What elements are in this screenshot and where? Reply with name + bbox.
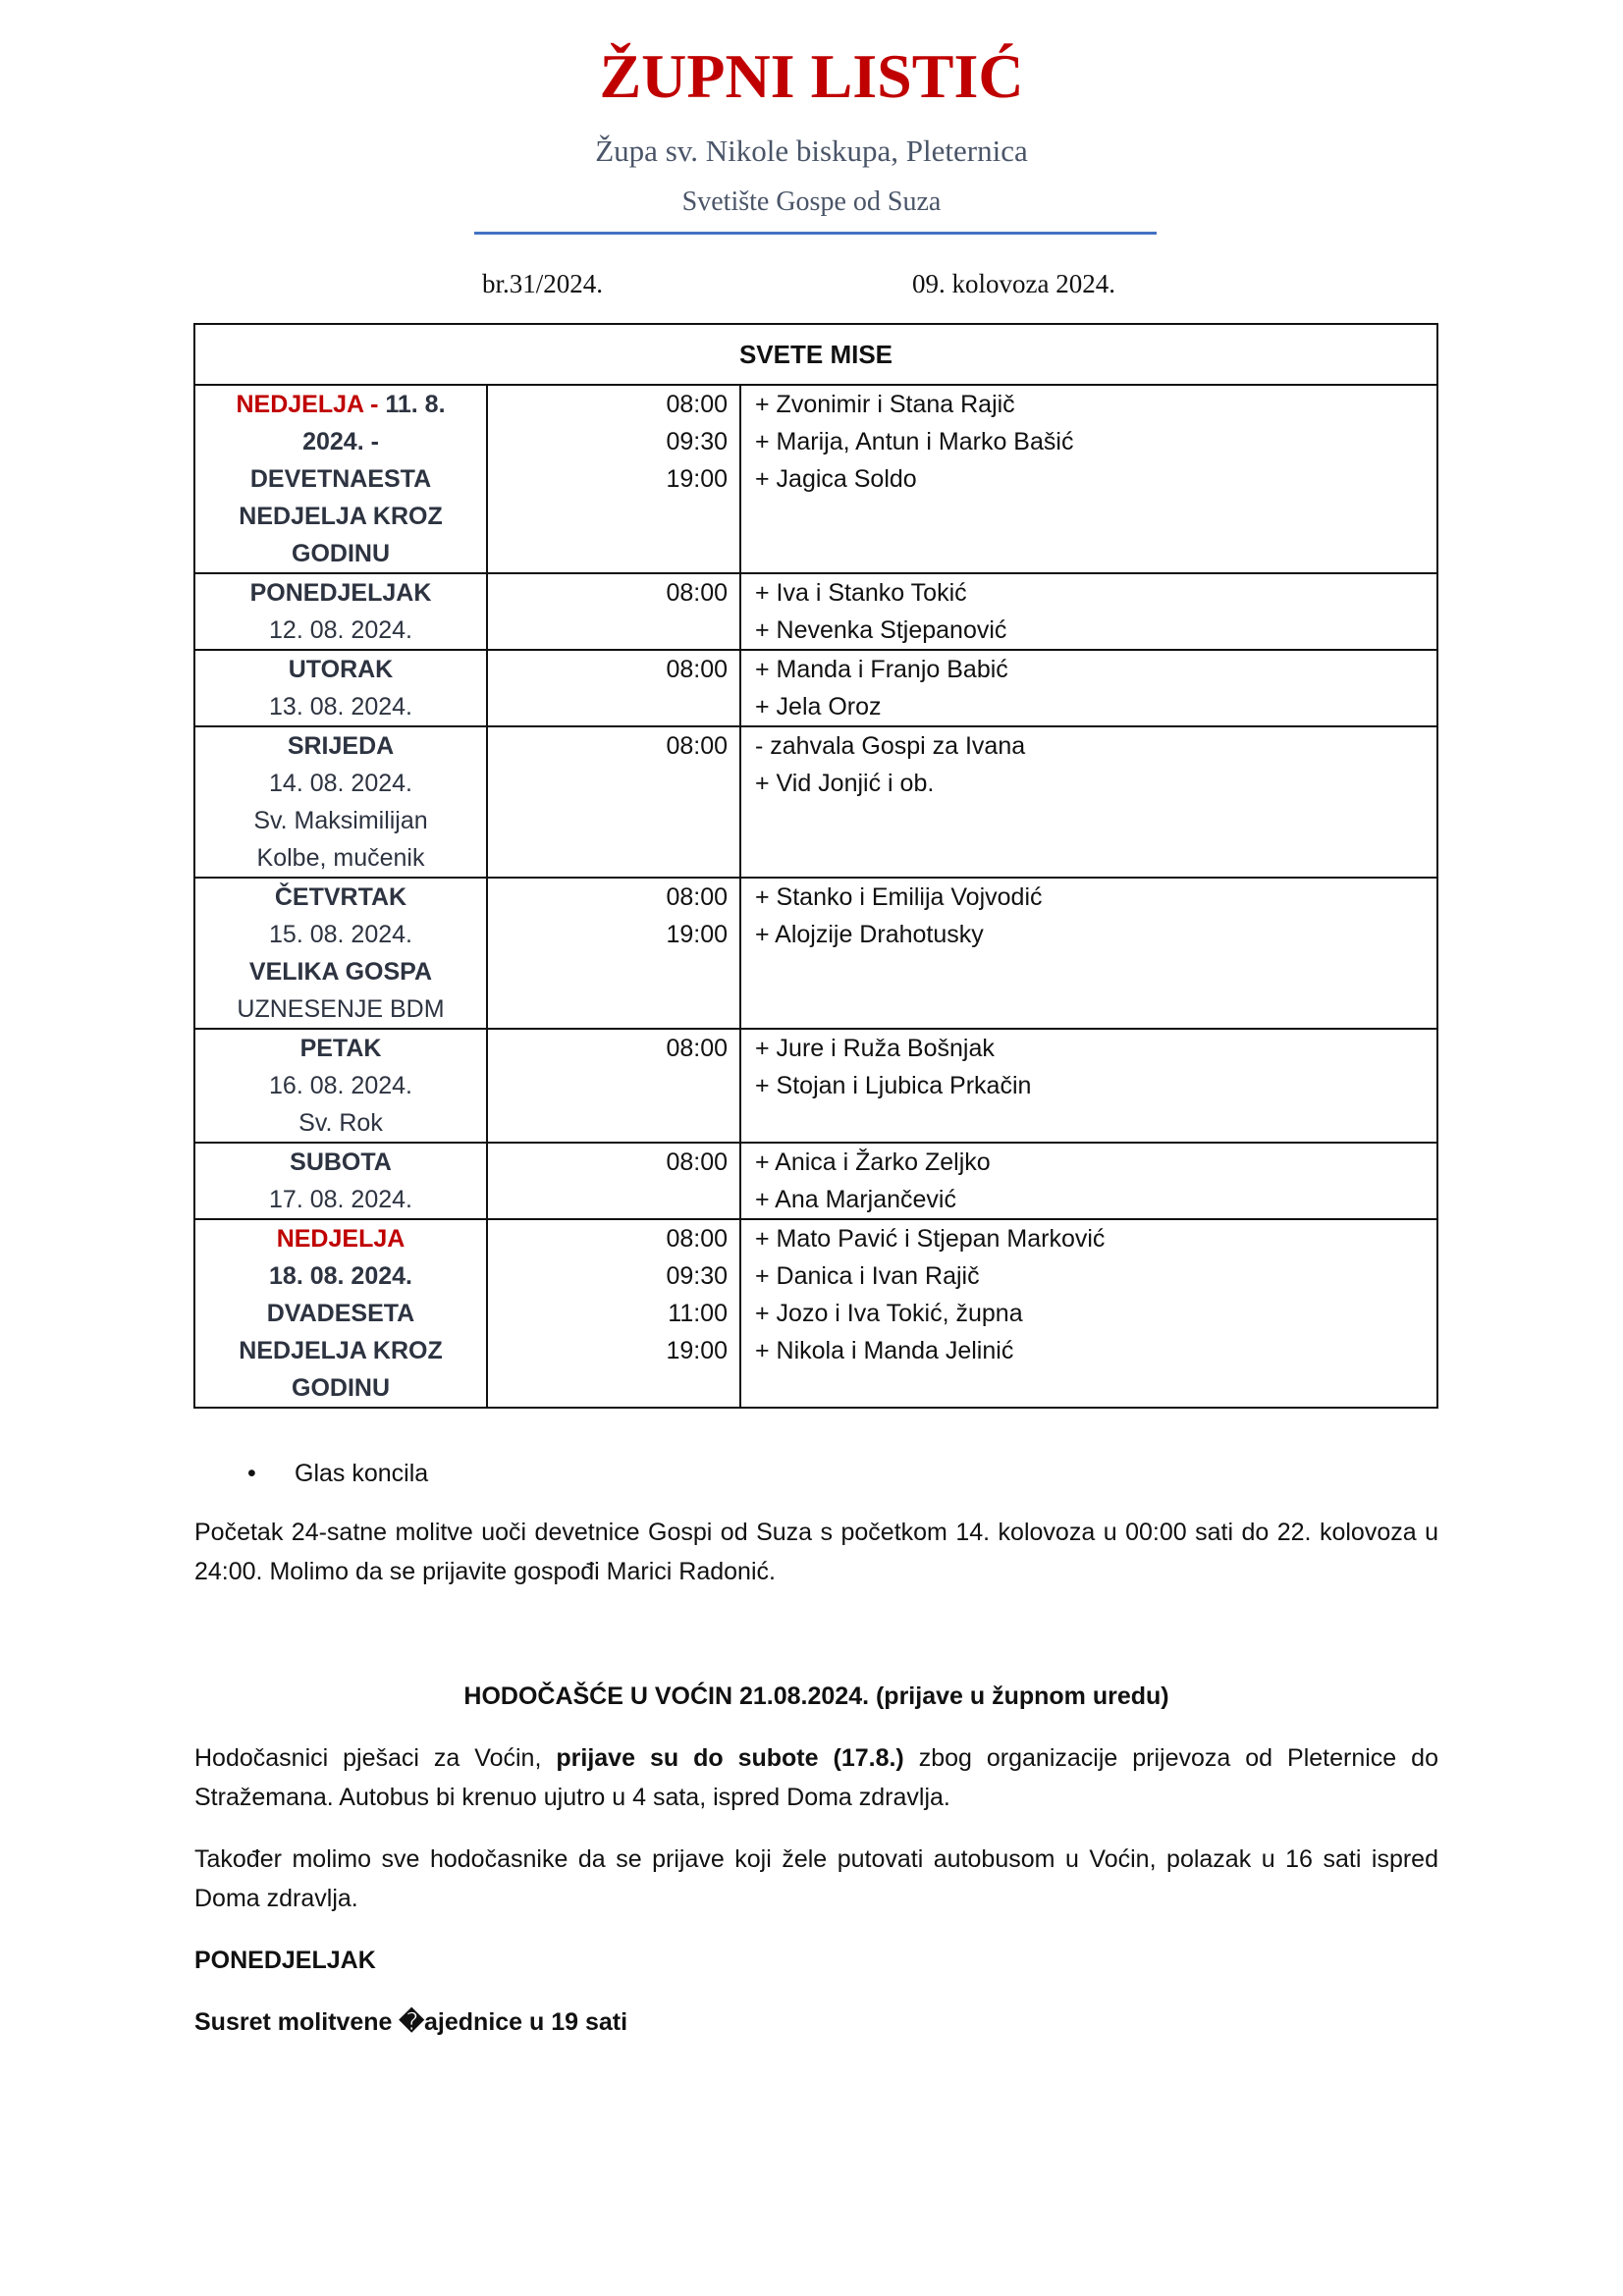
mass-intention: + Alojzije Drahotusky — [755, 921, 984, 948]
day-line — [195, 688, 486, 725]
day-text: GODINU — [292, 1374, 390, 1402]
bulletin-title: ŽUPNI LISTIĆ — [599, 41, 1024, 111]
mass-time: 08:00 — [666, 391, 728, 418]
day-line — [195, 916, 486, 953]
day-line — [195, 574, 486, 612]
day-line — [195, 1104, 486, 1142]
day-text: 2024. - — [302, 428, 379, 455]
day-text: NEDJELJA KROZ — [239, 1337, 443, 1364]
mass-intention: + Vid Jonjić i ob. — [755, 770, 935, 797]
day-text: 18. 08. 2024. — [269, 1262, 412, 1290]
day-text: NEDJELJA KROZ — [239, 503, 443, 530]
day-line — [195, 612, 486, 649]
mass-time: 19:00 — [666, 1337, 728, 1364]
day-text: VELIKA GOSPA — [248, 958, 433, 986]
day-line — [195, 535, 486, 572]
day-line — [195, 990, 486, 1028]
day-text: 11. 8. — [378, 391, 446, 418]
day-line — [195, 1220, 486, 1257]
day-line — [195, 423, 486, 460]
day-line — [195, 1257, 486, 1295]
day-text: Sv. Rok — [298, 1109, 383, 1137]
day-text: 12. 08. 2024. — [269, 616, 412, 644]
mass-row — [194, 878, 1437, 1029]
mass-day-cell — [194, 650, 487, 726]
mass-intention: + Stojan i Ljubica Prkačin — [755, 1072, 1032, 1099]
bullet-list-item — [247, 1454, 1491, 1493]
mass-day-cell — [194, 726, 487, 878]
mass-time: 08:00 — [666, 732, 728, 760]
mass-row — [194, 650, 1437, 726]
mass-time: 09:30 — [666, 1262, 728, 1290]
mass-intention-cell — [740, 573, 1437, 650]
monday-heading: PONEDJELJAK — [194, 1947, 376, 1974]
mass-table-body — [194, 385, 1437, 1408]
day-text: NEDJELJA — [276, 1225, 406, 1253]
mass-intention: + Jure i Ruža Bošnjak — [755, 1035, 995, 1062]
mass-intention: + Iva i Stanko Tokić — [755, 579, 967, 607]
pilgrimage-p1-text: Hodočasnici pješaci za Voćin, — [194, 1744, 557, 1772]
day-text: SRIJEDA — [287, 732, 395, 760]
day-line — [195, 1030, 486, 1067]
mass-time-cell — [487, 650, 740, 726]
mass-time: 08:00 — [666, 883, 728, 911]
day-text: UZNESENJE BDM — [237, 995, 445, 1023]
day-text: 17. 08. 2024. — [269, 1186, 412, 1213]
day-text: GODINU — [292, 540, 390, 567]
day-text: 16. 08. 2024. — [269, 1072, 412, 1099]
mass-row — [194, 385, 1437, 573]
mass-intention: + Nikola i Manda Jelinić — [755, 1337, 1014, 1364]
mass-intention-cell — [740, 385, 1437, 573]
day-line — [195, 460, 486, 498]
day-line — [195, 1181, 486, 1218]
day-line — [195, 1369, 486, 1407]
mass-schedule-table — [193, 323, 1438, 1409]
mass-intention-cell — [740, 878, 1437, 1029]
parish-name: Župa sv. Nikole biskupa, Pleternica — [595, 133, 1028, 168]
issue-date: 09. kolovoza 2024. — [912, 269, 1115, 298]
mass-time-cell — [487, 385, 740, 573]
mass-row — [194, 573, 1437, 650]
mass-intention-cell — [740, 726, 1437, 878]
mass-time: 08:00 — [666, 656, 728, 683]
issue-number: br.31/2024. — [482, 269, 604, 298]
mass-time-cell — [487, 1143, 740, 1219]
mass-day-cell — [194, 385, 487, 573]
pilgrimage-heading: HODOČAŠĆE U VOĆIN 21.08.2024. (prijave u župnom uredu) — [463, 1682, 1169, 1710]
mass-intention: - zahvala Gospi za Ivana — [755, 732, 1026, 760]
day-text: DEVETNAESTA — [249, 465, 432, 493]
mass-intention-cell — [740, 650, 1437, 726]
day-text: 15. 08. 2024. — [269, 921, 412, 948]
mass-time-cell — [487, 878, 740, 1029]
mass-day-cell — [194, 1219, 487, 1408]
day-text: Sv. Maksimilijan — [253, 807, 428, 834]
bullet-icon: • — [247, 1460, 256, 1487]
mass-intention: + Jagica Soldo — [755, 465, 917, 493]
mass-row — [194, 1029, 1437, 1143]
day-line — [195, 765, 486, 802]
monday-event: Susret molitvene �ajednice u 19 sati — [194, 2008, 628, 2036]
mass-day-cell — [194, 878, 487, 1029]
mass-intention: + Stanko i Emilija Vojvodić — [755, 883, 1043, 911]
mass-intention: + Ana Marjančević — [755, 1186, 956, 1213]
mass-intention-cell — [740, 1219, 1437, 1408]
mass-intention: + Mato Pavić i Stjepan Marković — [755, 1225, 1106, 1253]
day-line — [195, 727, 486, 765]
pilgrimage-p1-text-rest: zbog organizacije prijevoza od Pleternice do Stražemana. Autobus bi krenuo ujutro u 4 sata, ispred Doma zdravlja. — [194, 1744, 1438, 1811]
mass-time: 19:00 — [666, 921, 728, 948]
pilgrimage-deadline: prijave su do subote (17.8.) — [556, 1744, 904, 1772]
mass-intention: + Manda i Franjo Babić — [755, 656, 1008, 683]
mass-intention: + Anica i Žarko Zeljko — [755, 1148, 991, 1176]
day-line — [195, 386, 486, 423]
mass-time: 08:00 — [666, 579, 728, 607]
day-line — [195, 953, 486, 990]
day-line — [195, 839, 486, 877]
mass-time: 09:30 — [666, 428, 728, 455]
mass-intention: + Jela Oroz — [755, 693, 882, 721]
day-line — [195, 879, 486, 916]
header-divider — [474, 232, 1157, 235]
mass-intention: + Zvonimir i Stana Rajič — [755, 391, 1015, 418]
day-line — [195, 802, 486, 839]
pilgrimage-paragraph-2: Također molimo sve hodočasnike da se prijave koji žele putovati autobusom u Voćin, polazak u 16 sati ispred Doma zdravlja. — [194, 1845, 1438, 1912]
shrine-name: Svetište Gospe od Suza — [681, 187, 942, 217]
day-text: 13. 08. 2024. — [269, 693, 412, 721]
mass-time: 11:00 — [668, 1300, 728, 1327]
day-text: ČETVRTAK — [274, 883, 407, 911]
mass-time: 08:00 — [666, 1148, 728, 1176]
mass-intention: + Jozo i Iva Tokić, župna — [755, 1300, 1023, 1327]
mass-intention: + Danica i Ivan Rajič — [755, 1262, 980, 1290]
mass-table-header-row — [194, 324, 1437, 385]
mass-intention-cell — [740, 1029, 1437, 1143]
day-text: Kolbe, mučenik — [256, 844, 425, 872]
mass-intention-cell — [740, 1143, 1437, 1219]
mass-time: 08:00 — [666, 1035, 728, 1062]
mass-time: 19:00 — [666, 465, 728, 493]
day-line — [195, 1295, 486, 1332]
day-line — [195, 1144, 486, 1181]
day-text: NEDJELJA - — [236, 391, 379, 418]
mass-row — [194, 1219, 1437, 1408]
mass-day-cell — [194, 1029, 487, 1143]
pilgrimage-paragraph-1 — [194, 1738, 1438, 1817]
day-line — [195, 498, 486, 535]
mass-time-cell — [487, 1219, 740, 1408]
day-line — [195, 651, 486, 688]
mass-day-cell — [194, 1143, 487, 1219]
mass-intention: + Marija, Antun i Marko Bašić — [755, 428, 1074, 455]
mass-row — [194, 1143, 1437, 1219]
day-line — [195, 1332, 486, 1369]
day-text: DVADESETA — [266, 1300, 415, 1327]
day-text: PETAK — [299, 1035, 382, 1062]
mass-day-cell — [194, 573, 487, 650]
mass-time-cell — [487, 726, 740, 878]
day-text: PONEDJELJAK — [249, 579, 432, 607]
bullet-item-text: Glas koncila — [295, 1460, 429, 1487]
prayer-paragraph: Početak 24-satne molitve uoči devetnice Gospi od Suza s početkom 14. kolovoza u 00:00 sati do 22. kolovoza u 24:00. Molimo da se prijavite gospođi Marici Radonić. — [194, 1519, 1438, 1585]
day-line — [195, 1067, 486, 1104]
mass-time-cell — [487, 573, 740, 650]
mass-intention: + Nevenka Stjepanović — [755, 616, 1007, 644]
day-text: UTORAK — [288, 656, 394, 683]
mass-time-cell — [487, 1029, 740, 1143]
day-text: 14. 08. 2024. — [269, 770, 412, 797]
mass-row — [194, 726, 1437, 878]
day-text: SUBOTA — [290, 1148, 392, 1176]
mass-table-heading: SVETE MISE — [194, 324, 1437, 385]
mass-time: 08:00 — [666, 1225, 728, 1253]
